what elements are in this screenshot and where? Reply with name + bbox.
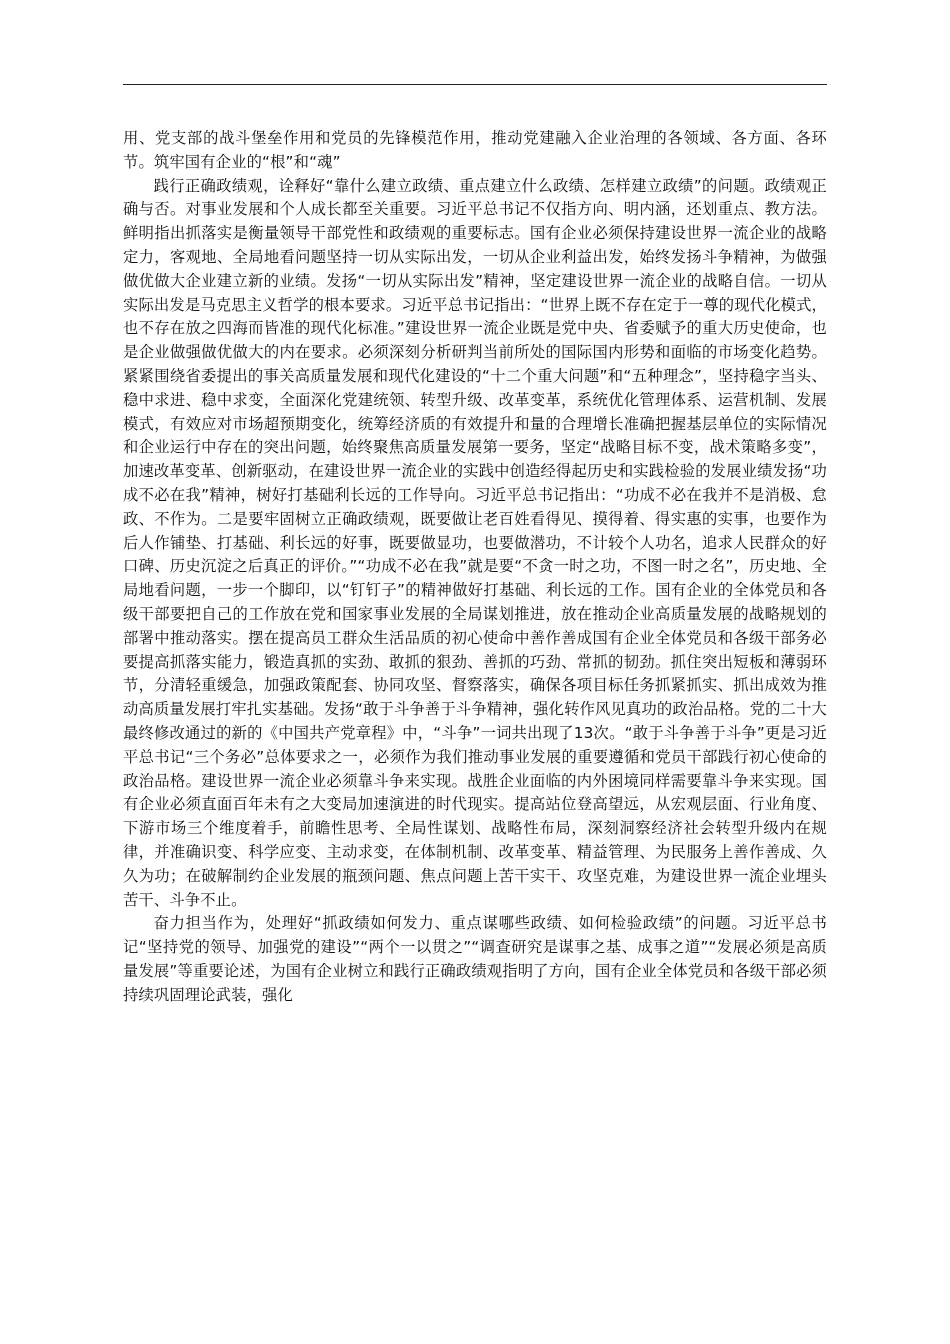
header-rule — [123, 84, 827, 85]
paragraph-continuation: 用、党支部的战斗堡垒作用和党员的先锋模范作用，推动党建融入企业治理的各领域、各方面、各环节。筑牢国有企业的“根”和“魂” — [123, 129, 827, 171]
paragraph-political-performance: 践行正确政绩观，诠释好“靠什么建立政绩、重点建立什么政绩、怎样建立政绩”的问题。政绩观正确与否。对事业发展和个人成长都至关重要。习近平总书记不仅指方向、明内涵，还划重点、教方法。鲜明指出抓落实是衡量领导干部党性和政绩观的重要标志。国有企业必须保持建设世界一流企业的战略定力，客观地、全局地看问题坚持一切从实际出发，一切从企业利益出发，始终发扬斗争精神，为做强做优做大企业建立新的业绩。发扬“一切从实际出发”精神，坚定建设世界一流企业的战略自信。一切从实际出发是马克思主义哲学的根本要求。习近平总书记指出：“世界上既不存在定于一尊的现代化模式，也不存在放之四海而皆准的现代化标准。”建设世界一流企业既是党中央、省委赋予的重大历史使命，也是企业做强做优做大的内在要求。必须深刻分析研判当前所处的国际国内形势和面临的市场变化趋势。紧紧围绕省委提出的事关高质量发展和现代化建设的“十二个重大问题”和“五种理念”，坚持稳字当头、稳中求进、稳中求变，全面深化党建统领、转型升级、改革变革，系统优化管理体系、运营机制、发展模式，有效应对市场超预期变化，统筹经济质的有效提升和量的合理增长准确把握基层单位的实际情况和企业运行中存在的突出问题，始终聚焦高质量发展第一要务，坚定“战略目标不变，战术策略多变”，加速改革变革、创新驱动，在建设世界一流企业的实践中创造经得起历史和实践检验的发展业绩发扬“功成不必在我”精神，树好打基础利长远的工作导向。习近平总书记指出：“功成不必在我并不是消极、怠政、不作为。二是要牢固树立正确政绩观，既要做让老百姓看得见、摸得着、得实惠的实事，也要作为后人作铺垫、打基础、利长远的好事，既要做显功，也要做潜功，不计较个人功名，追求人民群众的好口碑、历史沉淀之后真正的评价。”“功成不必在我”就是要“不贪一时之功，不图一时之名”，历史地、全局地看问题，一步一个脚印，以“钉钉子”的精神做好打基础、利长远的工作。国有企业的全体党员和各级干部要把自己的工作放在党和国家事业发展的全局谋划推进，放在推动企业高质量发展的战略规划的部署中推动落实。摆在提高员工群众生活品质的初心使命中善作善成国有企业全体党员和各级干部务必要提高抓落实能力，锻造真抓的实劲、敢抓的狠劲、善抓的巧劲、常抓的韧劲。抓住突出短板和薄弱环节，分清轻重缓急，加强政策配套、协同攻坚、督察落实，确保各项目标任务抓紧抓实、抓出成效为推动高质量发展打牢扎实基础。发扬“敢于斗争善于斗争精神，强化转作风见真功的政治品格。党的二十大最终修改通过的新的《中国共产党章程》中，“斗争”一词共出现了13次。“敢于斗争善于斗争”更是习近平总书记“三个务必”总体要求之一，必须作为我们推动事业发展的重要遵循和党员干部践行初心使命的政治品格。建设世界一流企业必须靠斗争来实现。战胜企业面临的内外困境同样需要靠斗争来实现。国有企业必须直面百年未有之大变局加速演进的时代现实。提高站位登高望远，从宏观层面、行业角度、下游市场三个维度着手，前瞻性思考、全局性谋划、战略性布局，深刻洞察经济社会转型升级内在规律，并准确识变、科学应变、主动求变，在体制机制、改革变革、精益管理、为民服务上善作善成、久久为功；在破解制约企业发展的瓶颈问题、焦点问题上苦干实干、攻坚克难，为建设世界一流企业埋头苦干、斗争不止。 — [123, 176, 827, 909]
document-body — [123, 127, 827, 1007]
paragraph-take-responsibility: 奋力担当作为，处理好“抓政绩如何发力、重点谋哪些政绩、如何检验政绩”的问题。习近平总书记“坚持党的领导、加强党的建设”“两个一以贯之”“调查研究是谋事之基、成事之道”“发展必须是高质量发展”等重要论述，为国有企业树立和践行正确政绩观指明了方向，国有企业全体党员和各级干部必须持续巩固理论武装，强化 — [123, 914, 827, 1004]
